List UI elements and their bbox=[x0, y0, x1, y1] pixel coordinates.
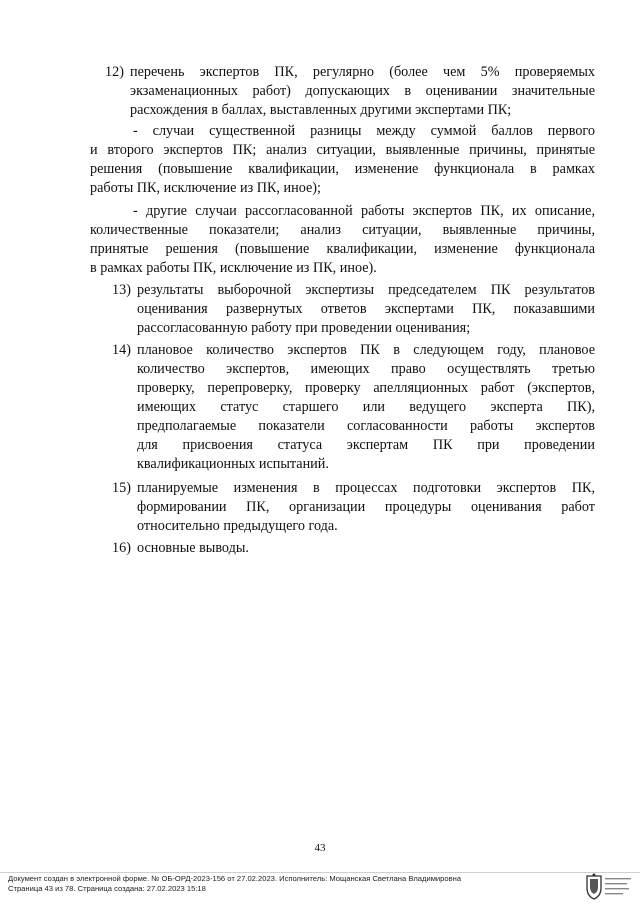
item-line: расхождения в баллах, выставленных другими экспертами ПК; bbox=[130, 102, 512, 118]
paragraph-line: - случаи существенной разницы между суммой баллов первого bbox=[133, 123, 595, 139]
footer-line: Страница 43 из 78. Страница создана: 27.02.2023 15:18 bbox=[8, 884, 206, 893]
item-line: предполагаемые показатели согласованности работы экспертов bbox=[137, 418, 595, 434]
item-line: экзаменационных работ) допускающих в оценивании значительные bbox=[130, 83, 595, 99]
item-number: 16) bbox=[112, 540, 131, 556]
item-number: 14) bbox=[112, 342, 131, 358]
item-line: количество экспертов, имеющих право осуществлять третью bbox=[137, 361, 595, 377]
item-line: для присвоения статуса экспертам ПК при проведении bbox=[137, 437, 595, 453]
item-line: формировании ПК, организации процедуры оценивания работ bbox=[137, 499, 595, 515]
item-number: 13) bbox=[112, 282, 131, 298]
paragraph-line: работы ПК, исключение из ПК, иное); bbox=[90, 180, 321, 196]
document-footer bbox=[8, 874, 578, 894]
paragraph-line: принятые решения (повышение квалификации, изменение функционала bbox=[90, 241, 595, 257]
footer-divider bbox=[0, 872, 640, 873]
item-line: относительно предыдущего года. bbox=[137, 518, 338, 534]
paragraph-line: количественные показатели; анализ ситуации, выявленные причины, bbox=[90, 222, 595, 238]
item-number: 15) bbox=[112, 480, 131, 496]
item-line: имеющих статус старшего или ведущего эксперта ПК), bbox=[137, 399, 595, 415]
item-line: плановое количество экспертов ПК в следующем году, плановое bbox=[137, 342, 595, 358]
item-number: 12) bbox=[105, 64, 124, 80]
coat-of-arms-icon bbox=[584, 873, 634, 901]
paragraph-line: решения (повышение квалификации, изменение функционала в рамках bbox=[90, 161, 595, 177]
item-line: планируемые изменения в процессах подготовки экспертов ПК, bbox=[137, 480, 595, 496]
paragraph-line: в рамках работы ПК, исключение из ПК, иное). bbox=[90, 260, 377, 276]
item-line: рассогласованную работу при проведении оценивания; bbox=[137, 320, 471, 336]
item-line: результаты выборочной экспертизы председателем ПК результатов bbox=[137, 282, 595, 298]
footer-line: Документ создан в электронной форме. № ОБ-ОРД-2023-156 от 27.02.2023. Исполнитель: Мощанская Светлана Владимировна bbox=[8, 874, 462, 883]
paragraph-line: и второго экспертов ПК; анализ ситуации, выявленные причины, принятые bbox=[90, 142, 595, 158]
item-line: квалификационных испытаний. bbox=[137, 456, 329, 472]
item-line: основные выводы. bbox=[137, 540, 249, 556]
item-line: перечень экспертов ПК, регулярно (более чем 5% проверяемых bbox=[130, 64, 595, 80]
page-number: 43 bbox=[314, 842, 326, 854]
item-line: оценивания развернутых ответов экспертами ПК, показавшими bbox=[137, 301, 595, 317]
item-line: проверку, перепроверку, проверку апелляционных работ (экспертов, bbox=[137, 380, 595, 396]
paragraph-line: - другие случаи рассогласованной работы экспертов ПК, их описание, bbox=[133, 203, 595, 219]
